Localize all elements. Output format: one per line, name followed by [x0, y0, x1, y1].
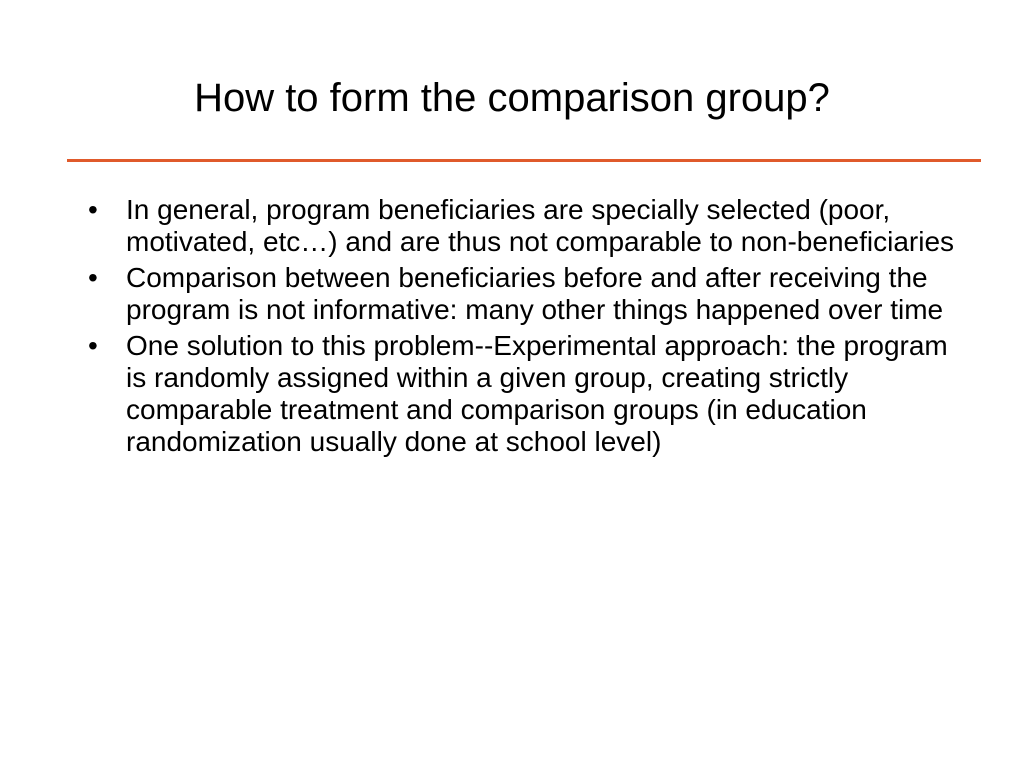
bullet-dot-icon: •: [88, 262, 98, 293]
bullet-list: [88, 194, 958, 462]
bullet-dot-icon: •: [88, 330, 98, 361]
bullet-text: Comparison between beneficiaries before and after receiving the program is not informative: many other things happened over time: [126, 262, 944, 325]
slide-title: How to form the comparison group?: [194, 76, 830, 120]
title-divider: [67, 159, 981, 162]
bullet-dot-icon: •: [88, 194, 98, 225]
bullet-text: In general, program beneficiaries are specially selected (poor, motivated, etc…) and are thus not comparable to non-beneficiaries: [126, 194, 955, 257]
bullet-text: One solution to this problem--Experimental approach: the program is randomly assigned within a given group, creating strictly comparable treatment and comparison groups (in education randomization usually done at school level): [126, 330, 948, 457]
bullet-item: [88, 262, 958, 326]
bullet-item: [88, 194, 958, 258]
bullet-item: [88, 330, 958, 458]
